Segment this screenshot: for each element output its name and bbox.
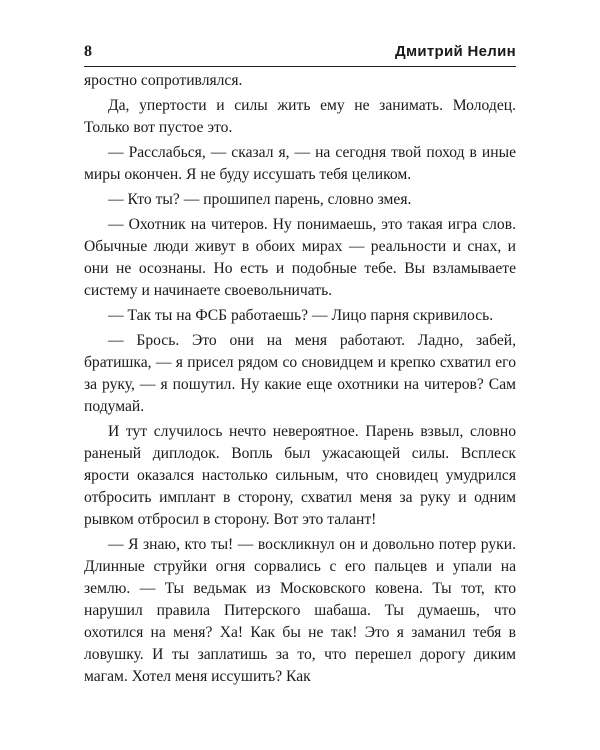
paragraph: — Расслабься, — сказал я, — на сегодня твой поход в иные миры окончен. Я не буду иссушать тебя целиком. [84,144,516,183]
paragraph: — Так ты на ФСБ работаешь? — Лицо парня скривилось. [108,307,494,324]
running-head-author: Дмитрий Нелин [394,43,516,60]
paragraph: — Кто ты? — прошипел парень, словно змея. [108,191,412,208]
paragraph: яростно сопротивлялся. [84,72,243,89]
body-text [84,70,516,691]
page-number: 8 [84,43,92,60]
paragraph: Да, упертости и силы жить ему не занимать. Молодец. Только вот пустое это. [84,97,516,136]
paragraph: — Я знаю, кто ты! — воскликнул он и довольно потер руки. Длинные струйки огня сорвались с его пальцев и упали на землю. — Ты ведьмак из Московского ковена. Ты тот, кто нарушил правила Питерского шабаша. Ты думаешь, что охотился на меня? Ха! Как бы не так! Это я заманил тебя в ловушку. И ты заплатишь за то, что перешел дорогу диким магам. Хотел меня иссушить? Как [84,536,516,685]
paragraph: — Брось. Это они на меня работают. Ладно, забей, братишка, — я присел рядом со сновидцем и крепко схватил его за руку, — я пошутил. Ну какие еще охотники на читеров? Сам подумай. [84,332,516,415]
header-rule [84,66,516,67]
paragraph: И тут случилось нечто невероятное. Парень взвыл, словно раненый диплодок. Вопль был ужасающей силы. Всплеск ярости оказался настолько сильным, что сновидец умудрился отбросить имплант в сторону, схватил меня за руку и одним рывком отбросил в сторону. Вот это талант! [84,423,516,528]
page-header [84,43,516,65]
paragraph: — Охотник на читеров. Ну понимаешь, это такая игра слов. Обычные люди живут в обоих мирах — реальности и снах, и они не осознаны. Но есть и подобные тебе. Вы взламываете систему и начинаете своевольничать. [84,216,516,299]
